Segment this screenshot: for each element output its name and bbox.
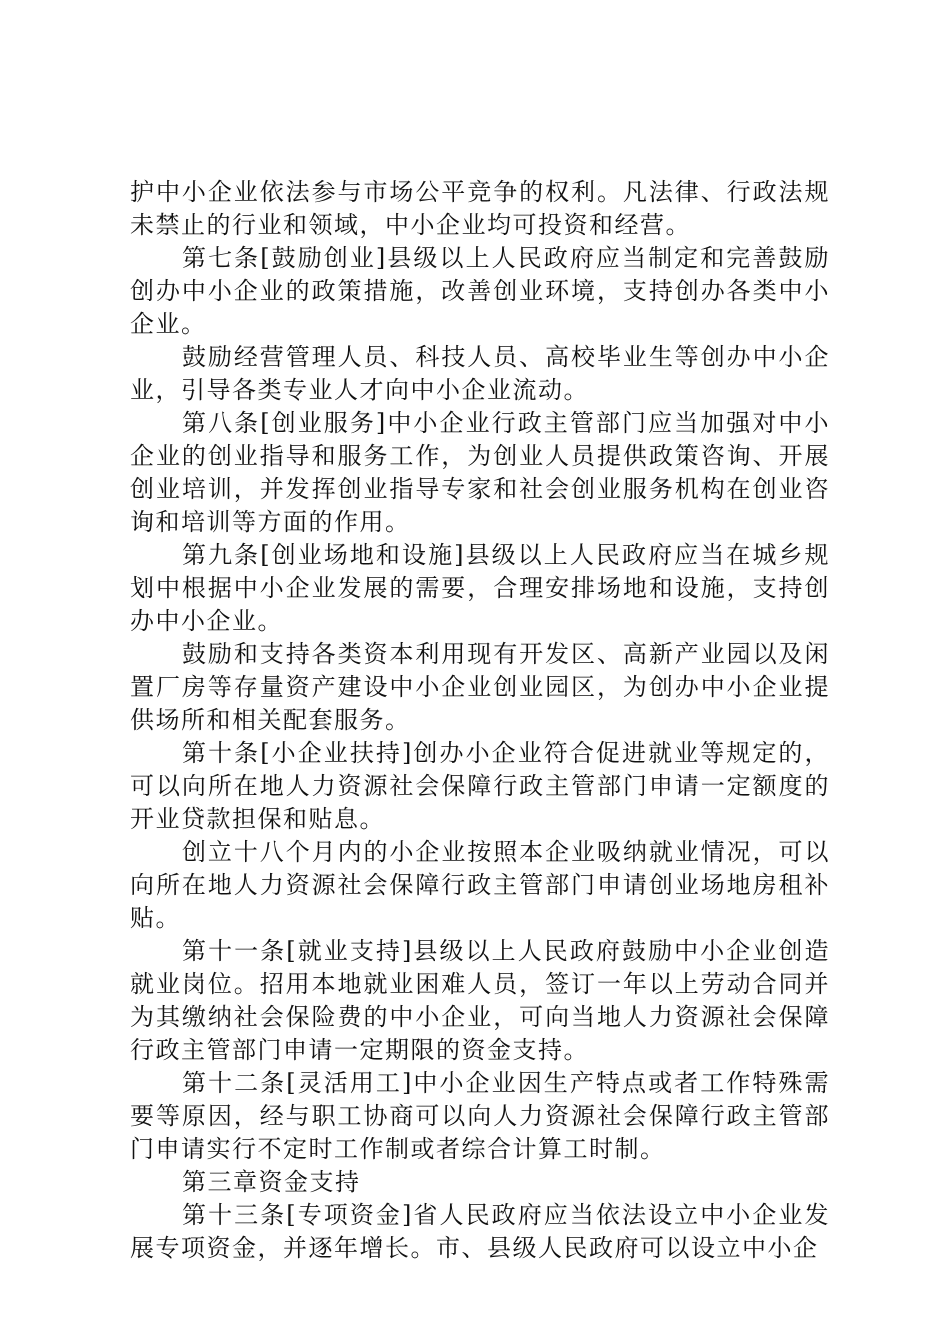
- paragraph-8: 创立十八个月内的小企业按照本企业吸纳就业情况，可以向所在地人力资源社会保障行政主管部门申请创业场地房租补贴。: [130, 838, 830, 932]
- paragraph-article-7: 第七条[鼓励创业]县级以上人民政府应当制定和完善鼓励创办中小企业的政策措施，改善创业环境，支持创办各类中小企业。: [130, 244, 830, 338]
- paragraph-article-12: 第十二条[灵活用工]中小企业因生产特点或者工作特殊需要等原因，经与职工协商可以向人力资源社会保障行政主管部门申请实行不定时工作制或者综合计算工时制。: [130, 1069, 830, 1163]
- paragraph-article-13: 第十三条[专项资金]省人民政府应当依法设立中小企业发展专项资金，并逐年增长。市、县级人民政府可以设立中小企: [130, 1201, 830, 1262]
- paragraph-6: 鼓励和支持各类资本利用现有开发区、高新产业园以及闲置厂房等存量资产建设中小企业创业园区，为创办中小企业提供场所和相关配套服务。: [130, 640, 830, 734]
- paragraph-article-9: 第九条[创业场地和设施]县级以上人民政府应当在城乡规划中根据中小企业发展的需要，合理安排场地和设施，支持创办中小企业。: [130, 541, 830, 635]
- paragraph-3: 鼓励经营管理人员、科技人员、高校毕业生等创办中小企业，引导各类专业人才向中小企业流动。: [130, 343, 830, 404]
- paragraph-article-8: 第八条[创业服务]中小企业行政主管部门应当加强对中小企业的创业指导和服务工作，为创业人员提供政策咨询、开展创业培训，并发挥创业指导专家和社会创业服务机构在创业咨询和培训等方面的作用。: [130, 409, 830, 536]
- paragraph-article-10: 第十条[小企业扶持]创办小企业符合促进就业等规定的，可以向所在地人力资源社会保障行政主管部门申请一定额度的开业贷款担保和贴息。: [130, 739, 830, 833]
- document-page: [130, 176, 830, 1265]
- paragraph-article-11: 第十一条[就业支持]县级以上人民政府鼓励中小企业创造就业岗位。招用本地就业困难人员，签订一年以上劳动合同并为其缴纳社会保险费的中小企业，可向当地人力资源社会保障行政主管部门申请一定期限的资金支持。: [130, 937, 830, 1064]
- chapter-heading: 第三章资金支持: [182, 1168, 361, 1196]
- paragraph-1: 护中小企业依法参与市场公平竞争的权利。凡法律、行政法规未禁止的行业和领域，中小企业均可投资和经营。: [130, 178, 830, 239]
